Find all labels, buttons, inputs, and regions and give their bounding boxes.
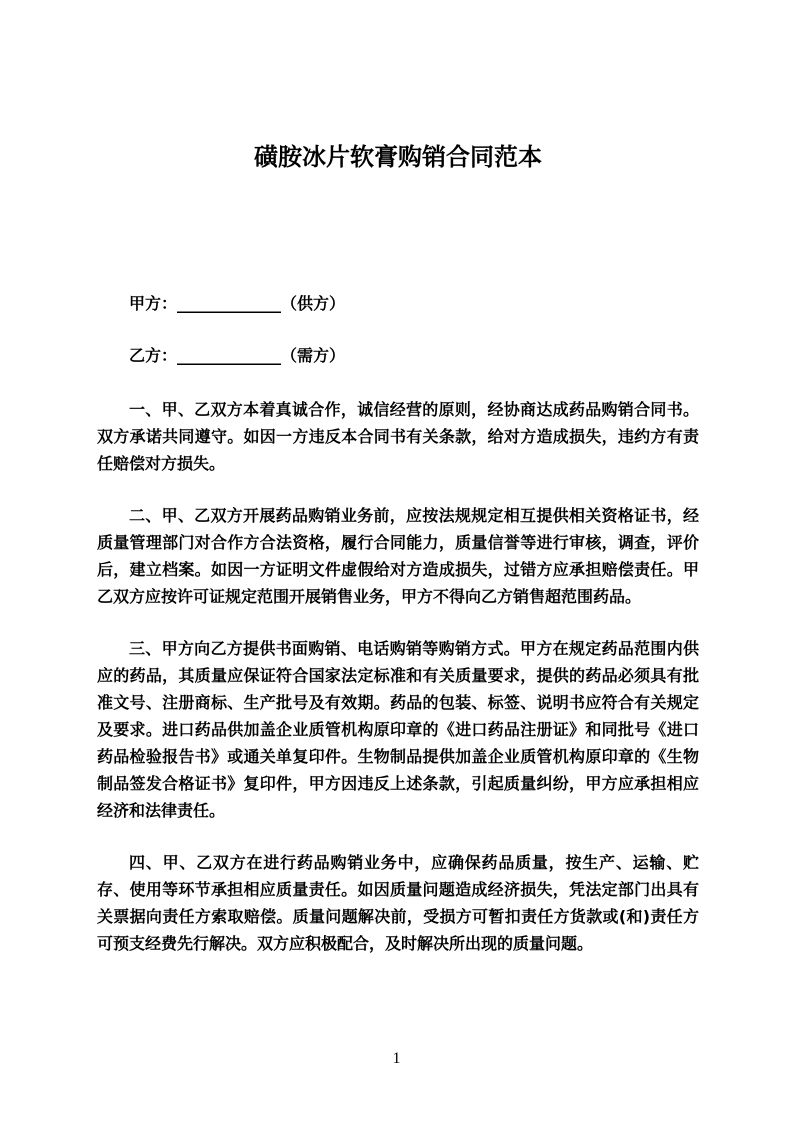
party-b-blank-line: _____________ [177, 346, 282, 365]
contract-clause-4: 四、甲、乙双方在进行药品购销业务中，应确保药品质量，按生产、运输、贮存、使用等环节承担相应质量责任。如因质量问题造成经济损失，凭法定部门出具有关票据向责任方索取赔偿。质量问题解决前，受损方可暂扣责任方货款或(和)责任方可预支经费先行解决。双方应积极配合，及时解决所出现的质量问题。 [97, 853, 699, 953]
party-a-line [97, 290, 699, 317]
contract-clause-2: 二、甲、乙双方开展药品购销业务前，应按法规规定相互提供相关资格证书，经质量管理部门对合作方合法资格，履行合同能力，质量信誉等进行审核，调查，评价后，建立档案。如因一方证明文件虚假给对方造成损失，过错方应承担赔偿责任。甲乙双方应按许可证规定范围开展销售业务，甲方不得向乙方销售超范围药品。 [97, 506, 699, 606]
page-number: 1 [392, 1050, 401, 1067]
party-b-role: （需方） [281, 346, 346, 365]
document-title: 磺胺冰片软膏购销合同范本 [254, 143, 542, 171]
party-b-line [97, 342, 699, 369]
party-a-role: （供方） [281, 294, 346, 313]
party-a-blank-line: _____________ [177, 294, 282, 313]
document-body [0, 290, 793, 957]
party-a-label: 甲方： [129, 294, 178, 313]
party-b-label: 乙方： [129, 346, 178, 365]
contract-clause-1: 一、甲、乙双方本着真诚合作，诚信经营的原则，经协商达成药品购销合同书。双方承诺共同遵守。如因一方违反本合同书有关条款，给对方造成损失，违约方有责任赔偿对方损失。 [97, 400, 699, 473]
contract-clause-3: 三、甲方向乙方提供书面购销、电话购销等购销方式。甲方在规定药品范围内供应的药品，其质量应保证符合国家法定标准和有关质量要求，提供的药品必须具有批准文号、注册商标、生产批号及有效期。药品的包装、标签、说明书应符合有关规定及要求。进口药品供加盖企业质管机构原印章的《进口药品注册证》和同批号《进口药品检验报告书》或通关单复印件。生物制品提供加盖企业质管机构原印章的《生物制品签发合格证书》复印件，甲方因违反上述条款，引起质量纠纷，甲方应承担相应经济和法律责任。 [97, 639, 699, 820]
